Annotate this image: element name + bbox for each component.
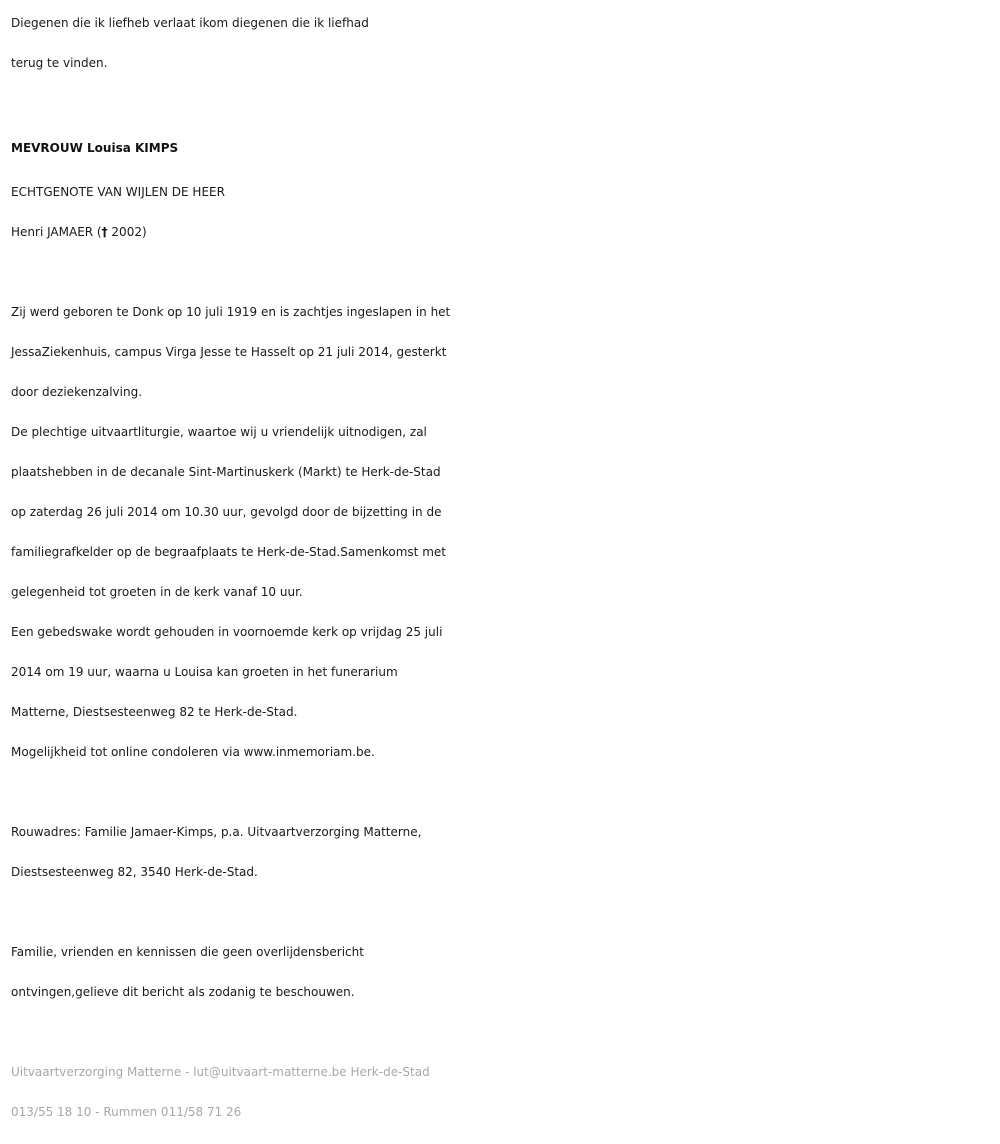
spouse-name: Henri JAMAER ( [11, 225, 102, 239]
intro-line: Diegenen die ik liefheb verlaat ikom diegenen die ik liefhad [11, 16, 369, 30]
body-line: door deziekenzalving. [11, 385, 143, 399]
footer-line: 013/55 18 10 - Rummen 011/58 71 26 [11, 1105, 242, 1119]
funeral-home-footer [11, 1052, 996, 1132]
body-line: Een gebedswake wordt gehouden in voornoemde kerk op vrijdag 25 juli [11, 625, 443, 639]
body-line: JessaZiekenhuis, campus Virga Jesse te Hasselt op 21 juli 2014, gesterkt [11, 345, 447, 359]
body-line: Mogelijkheid tot online condoleren via www.inmemoriam.be. [11, 745, 375, 759]
body-line: familiegrafkelder op de begraafplaats te Herk-de-Stad.Samenkomst met [11, 545, 446, 559]
cross-icon: † [101, 225, 108, 239]
notice-line: Familie, vrienden en kennissen die geen overlijdensbericht [11, 945, 364, 959]
spouse-death-year: 2002) [107, 225, 147, 239]
obituary-body [11, 292, 996, 772]
body-line: plaatshebben in de decanale Sint-Martinuskerk (Markt) te Herk-de-Stad [11, 465, 441, 479]
body-line: gelegenheid tot groeten in de kerk vanaf 10 uur. [11, 585, 303, 599]
deceased-name: MEVROUW Louisa KIMPS [11, 141, 179, 155]
spouse-name-line [11, 212, 996, 252]
intro-line: terug te vinden. [11, 56, 108, 70]
spacer [11, 892, 996, 932]
spacer [11, 1012, 996, 1052]
footer-line: Uitvaartverzorging Matterne - lut@uitvaart-matterne.be Herk-de-Stad [11, 1065, 430, 1079]
body-line: Matterne, Diestsesteenweg 82 te Herk-de-Stad. [11, 705, 298, 719]
obituary-notice [11, 3, 996, 1132]
spouse-title: ECHTGENOTE VAN WIJLEN DE HEER [11, 185, 225, 199]
mourning-address [11, 812, 996, 892]
intro-quote [11, 3, 996, 83]
notice-line: ontvingen,gelieve dit bericht als zodanig te beschouwen. [11, 985, 355, 999]
address-line: Diestsesteenweg 82, 3540 Herk-de-Stad. [11, 865, 258, 879]
address-line: Rouwadres: Familie Jamaer-Kimps, p.a. Uitvaartverzorging Matterne, [11, 825, 422, 839]
body-line: Zij werd geboren te Donk op 10 juli 1919 en is zachtjes ingeslapen in het [11, 305, 451, 319]
spacer [11, 252, 996, 292]
body-line: 2014 om 19 uur, waarna u Louisa kan groeten in het funerarium [11, 665, 398, 679]
spouse-block [11, 172, 996, 252]
body-line: De plechtige uitvaartliturgie, waartoe wij u vriendelijk uitnodigen, zal [11, 425, 427, 439]
notice-text [11, 932, 996, 1012]
body-line: op zaterdag 26 juli 2014 om 10.30 uur, gevolgd door de bijzetting in de [11, 505, 442, 519]
spacer [11, 772, 996, 812]
